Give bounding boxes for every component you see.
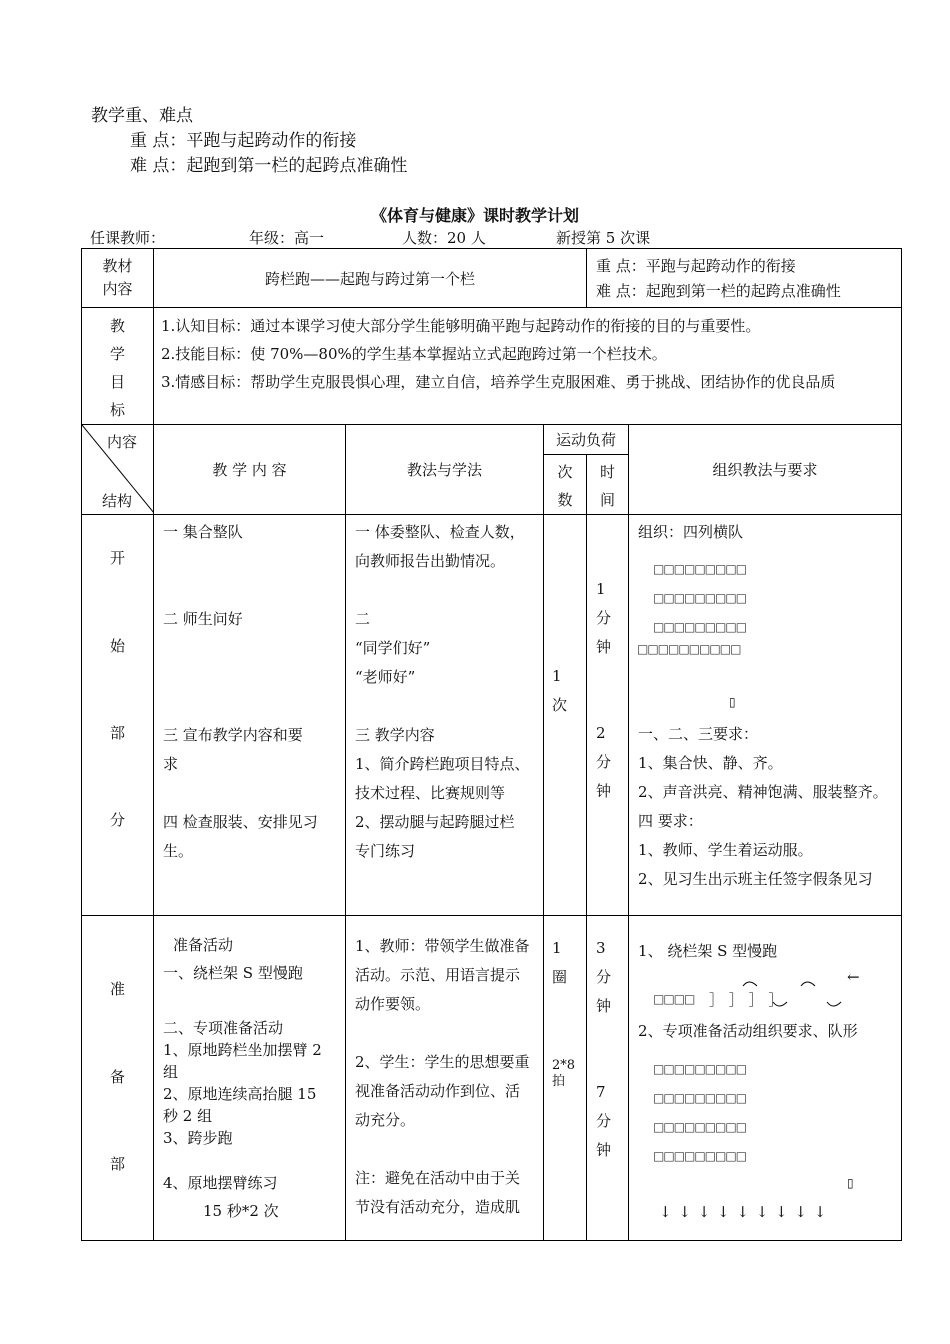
prep-formation-3: □□□□□□□□□	[653, 1120, 747, 1134]
header-load: 运动负荷	[556, 431, 617, 449]
material-label-1: 教材	[102, 257, 133, 275]
header-content-diag: 内容	[106, 433, 137, 451]
start-method-4: “同学们好”	[355, 639, 431, 657]
header-times-1: 次	[557, 463, 573, 481]
prep-count1-2: 圈	[552, 968, 568, 986]
prep-content-7: 15 秒*2 次	[203, 1202, 279, 1220]
start-method-2: 向教师报告出勤情况。	[355, 552, 506, 570]
start-org-req-3: 2、声音洪亮、精神饱满、服装整齐。	[638, 783, 888, 801]
teacher-marker: ▯	[729, 695, 736, 709]
start-org-req-6: 2、见习生出示班主任签字假条见习	[638, 870, 873, 888]
prep-formation-4: □□□□□□□□□	[653, 1149, 747, 1163]
start-time2-3: 钟	[596, 782, 612, 800]
start-label-1: 开	[109, 549, 125, 567]
meta-grade: 年级：高一	[249, 229, 325, 247]
header-org: 组织教法与要求	[712, 461, 818, 479]
header-row-1	[82, 425, 902, 455]
intro-key-point: 重 点：平跑与起跨动作的衔接	[130, 131, 357, 151]
prep-formation-2: □□□□□□□□□	[653, 1091, 747, 1105]
goals-label-3: 目	[109, 373, 125, 391]
start-time2-1: 2	[596, 724, 606, 742]
prep-section-row	[82, 916, 902, 1241]
hurdles: ］ ］ ］ ］	[709, 991, 784, 1009]
start-count-1: 1	[552, 667, 562, 685]
start-content-1: 一 集合整队	[163, 523, 243, 541]
prep-content-1: 一、绕栏架 S 型慢跑	[163, 964, 303, 982]
prep-label-2: 备	[109, 1068, 125, 1086]
prep-count2-2: 拍	[552, 1074, 566, 1089]
start-content-2: 二 师生问好	[163, 610, 243, 628]
goals-row	[82, 308, 902, 425]
prep-count2-1: 2*8	[552, 1058, 576, 1073]
plan-title: 《体育与健康》课时教学计划	[370, 206, 579, 225]
goal-emotion: 3.情感目标：帮助学生克服畏惧心理，建立自信，培养学生克服困难、勇于挑战、团结协作的优良品质	[161, 373, 836, 391]
intro-heading: 教学重、难点	[91, 106, 193, 126]
lesson-plan-table	[81, 248, 902, 1241]
start-org-req-1: 一、二、三要求：	[638, 725, 759, 743]
prep-method-8: 节没有活动充分，造成肌	[355, 1198, 521, 1216]
prep-time1-2: 分	[596, 968, 612, 986]
start-formation-4: □□□□□□□□□□	[637, 642, 741, 656]
start-org-req-5: 1、教师、学生着运动服。	[638, 841, 813, 859]
start-time1-1: 1	[596, 580, 606, 598]
prep-method-6: 动充分。	[355, 1111, 416, 1129]
prep-content-6: 4、原地摆臂练习	[163, 1174, 278, 1192]
start-time1-3: 钟	[596, 638, 612, 656]
start-formation-2: □□□□□□□□□	[653, 591, 747, 605]
start-method-7: 1、简介跨栏跑项目特点、	[355, 755, 530, 773]
prep-method-7: 注：避免在活动中由于关	[355, 1169, 521, 1187]
prep-method-1: 1、教师：带领学生做准备	[355, 937, 530, 955]
header-teaching-content: 教 学 内 容	[212, 461, 287, 479]
prep-content-3a: 1、原地跨栏坐加摆臂 2	[163, 1041, 322, 1059]
start-content-3a: 三 宣布教学内容和要	[163, 726, 303, 744]
goals-label-1: 教	[109, 317, 125, 335]
start-org-req-2: 1、集合快、静、齐。	[638, 754, 783, 772]
start-method-6: 三 教学内容	[355, 726, 435, 744]
header-time-2: 间	[600, 491, 616, 509]
prep-time2-1: 7	[596, 1083, 606, 1101]
prep-org-1: 1、 绕栏架 S 型慢跑	[638, 942, 778, 960]
prep-content-4b: 秒 2 组	[163, 1107, 213, 1125]
material-content: 跨栏跑——起跑与跨过第一个栏	[265, 269, 476, 288]
prep-teacher-marker: ▯	[847, 1176, 854, 1190]
prep-time1-1: 3	[596, 939, 606, 957]
start-method-3: 二	[355, 610, 371, 628]
prep-org-2: 2、专项准备活动组织要求、队形	[638, 1022, 858, 1040]
start-method-9: 2、摆动腿与起跨腿过栏	[355, 813, 515, 831]
prep-formation-1: □□□□□□□□□	[653, 1062, 747, 1076]
s-curve-path	[737, 974, 849, 1014]
prep-method-2: 活动。示范、用语言提示	[355, 966, 521, 984]
start-method-5: “老师好”	[355, 668, 416, 686]
start-content-4a: 四 检查服装、安排见习	[163, 813, 318, 831]
meta-lesson: 新授第 5 次课	[556, 229, 651, 247]
header-times-2: 数	[557, 491, 573, 509]
material-row	[82, 249, 902, 308]
goals-label-2: 学	[109, 345, 125, 363]
prep-content-title: 准备活动	[173, 936, 234, 954]
prep-content-5: 3、跨步跑	[163, 1129, 233, 1147]
prep-time2-2: 分	[596, 1112, 612, 1130]
intro-difficulty: 难 点：起跑到第一栏的起跨点准确性	[130, 156, 408, 176]
start-org-title: 组织：四列横队	[638, 523, 744, 541]
start-method-8: 技术过程、比赛规则等	[355, 784, 506, 802]
start-method-10: 专门练习	[355, 842, 416, 860]
goals-label-4: 标	[109, 401, 125, 419]
start-label-2: 始	[109, 637, 125, 655]
prep-time1-3: 钟	[596, 997, 612, 1015]
header-time-1: 时	[600, 463, 616, 481]
meta-teacher: 任课教师：	[90, 229, 166, 247]
start-label-3: 部	[109, 724, 125, 742]
prep-method-5: 视准备活动动作到位、活	[355, 1082, 521, 1100]
prep-time2-3: 钟	[596, 1141, 612, 1159]
run-direction-arrow: ←	[847, 968, 860, 986]
start-content-3b: 求	[163, 755, 179, 773]
material-hard: 难 点：起跑到第一栏的起跨点准确性	[596, 282, 841, 300]
start-count-2: 次	[552, 696, 568, 714]
material-label-2: 内容	[102, 280, 133, 298]
prep-label-1: 准	[109, 980, 125, 998]
direction-arrows: ↓ ↓ ↓ ↓ ↓ ↓ ↓ ↓ ↓	[659, 1203, 828, 1221]
prep-method-4: 2、学生：学生的思想要重	[355, 1053, 530, 1071]
header-method: 教法与学法	[406, 461, 482, 479]
prep-count1-1: 1	[552, 939, 562, 957]
start-formation-3: □□□□□□□□□	[653, 620, 747, 634]
prep-content-2: 二、专项准备活动	[163, 1019, 284, 1037]
goal-cognitive: 1.认知目标：通过本课学习使大部分学生能够明确平跑与起跨动作的衔接的目的与重要性。	[161, 317, 761, 335]
start-label-4: 分	[109, 811, 125, 829]
start-time2-2: 分	[596, 753, 612, 771]
prep-label-3: 部	[109, 1155, 125, 1173]
start-org-req-4: 四 要求：	[638, 812, 703, 830]
start-section-row	[82, 515, 902, 916]
start-content-4b: 生。	[163, 842, 194, 860]
material-key: 重 点：平跑与起跨动作的衔接	[596, 257, 796, 275]
start-time1-2: 分	[596, 609, 612, 627]
prep-method-3: 动作要领。	[355, 995, 431, 1013]
goal-skill: 2.技能目标：使 70%—80%的学生基本掌握站立式起跑跨过第一个栏技术。	[161, 345, 667, 363]
header-structure-diag: 结构	[102, 492, 133, 510]
start-formation-1: □□□□□□□□□	[653, 562, 747, 576]
prep-content-3b: 组	[163, 1063, 179, 1081]
start-method-1: 一 体委整队、检查人数，	[355, 523, 525, 541]
prep-run-row: □□□□	[653, 992, 695, 1006]
prep-content-4a: 2、原地连续高抬腿 15	[163, 1085, 317, 1103]
meta-count: 人数：20 人	[402, 229, 486, 247]
